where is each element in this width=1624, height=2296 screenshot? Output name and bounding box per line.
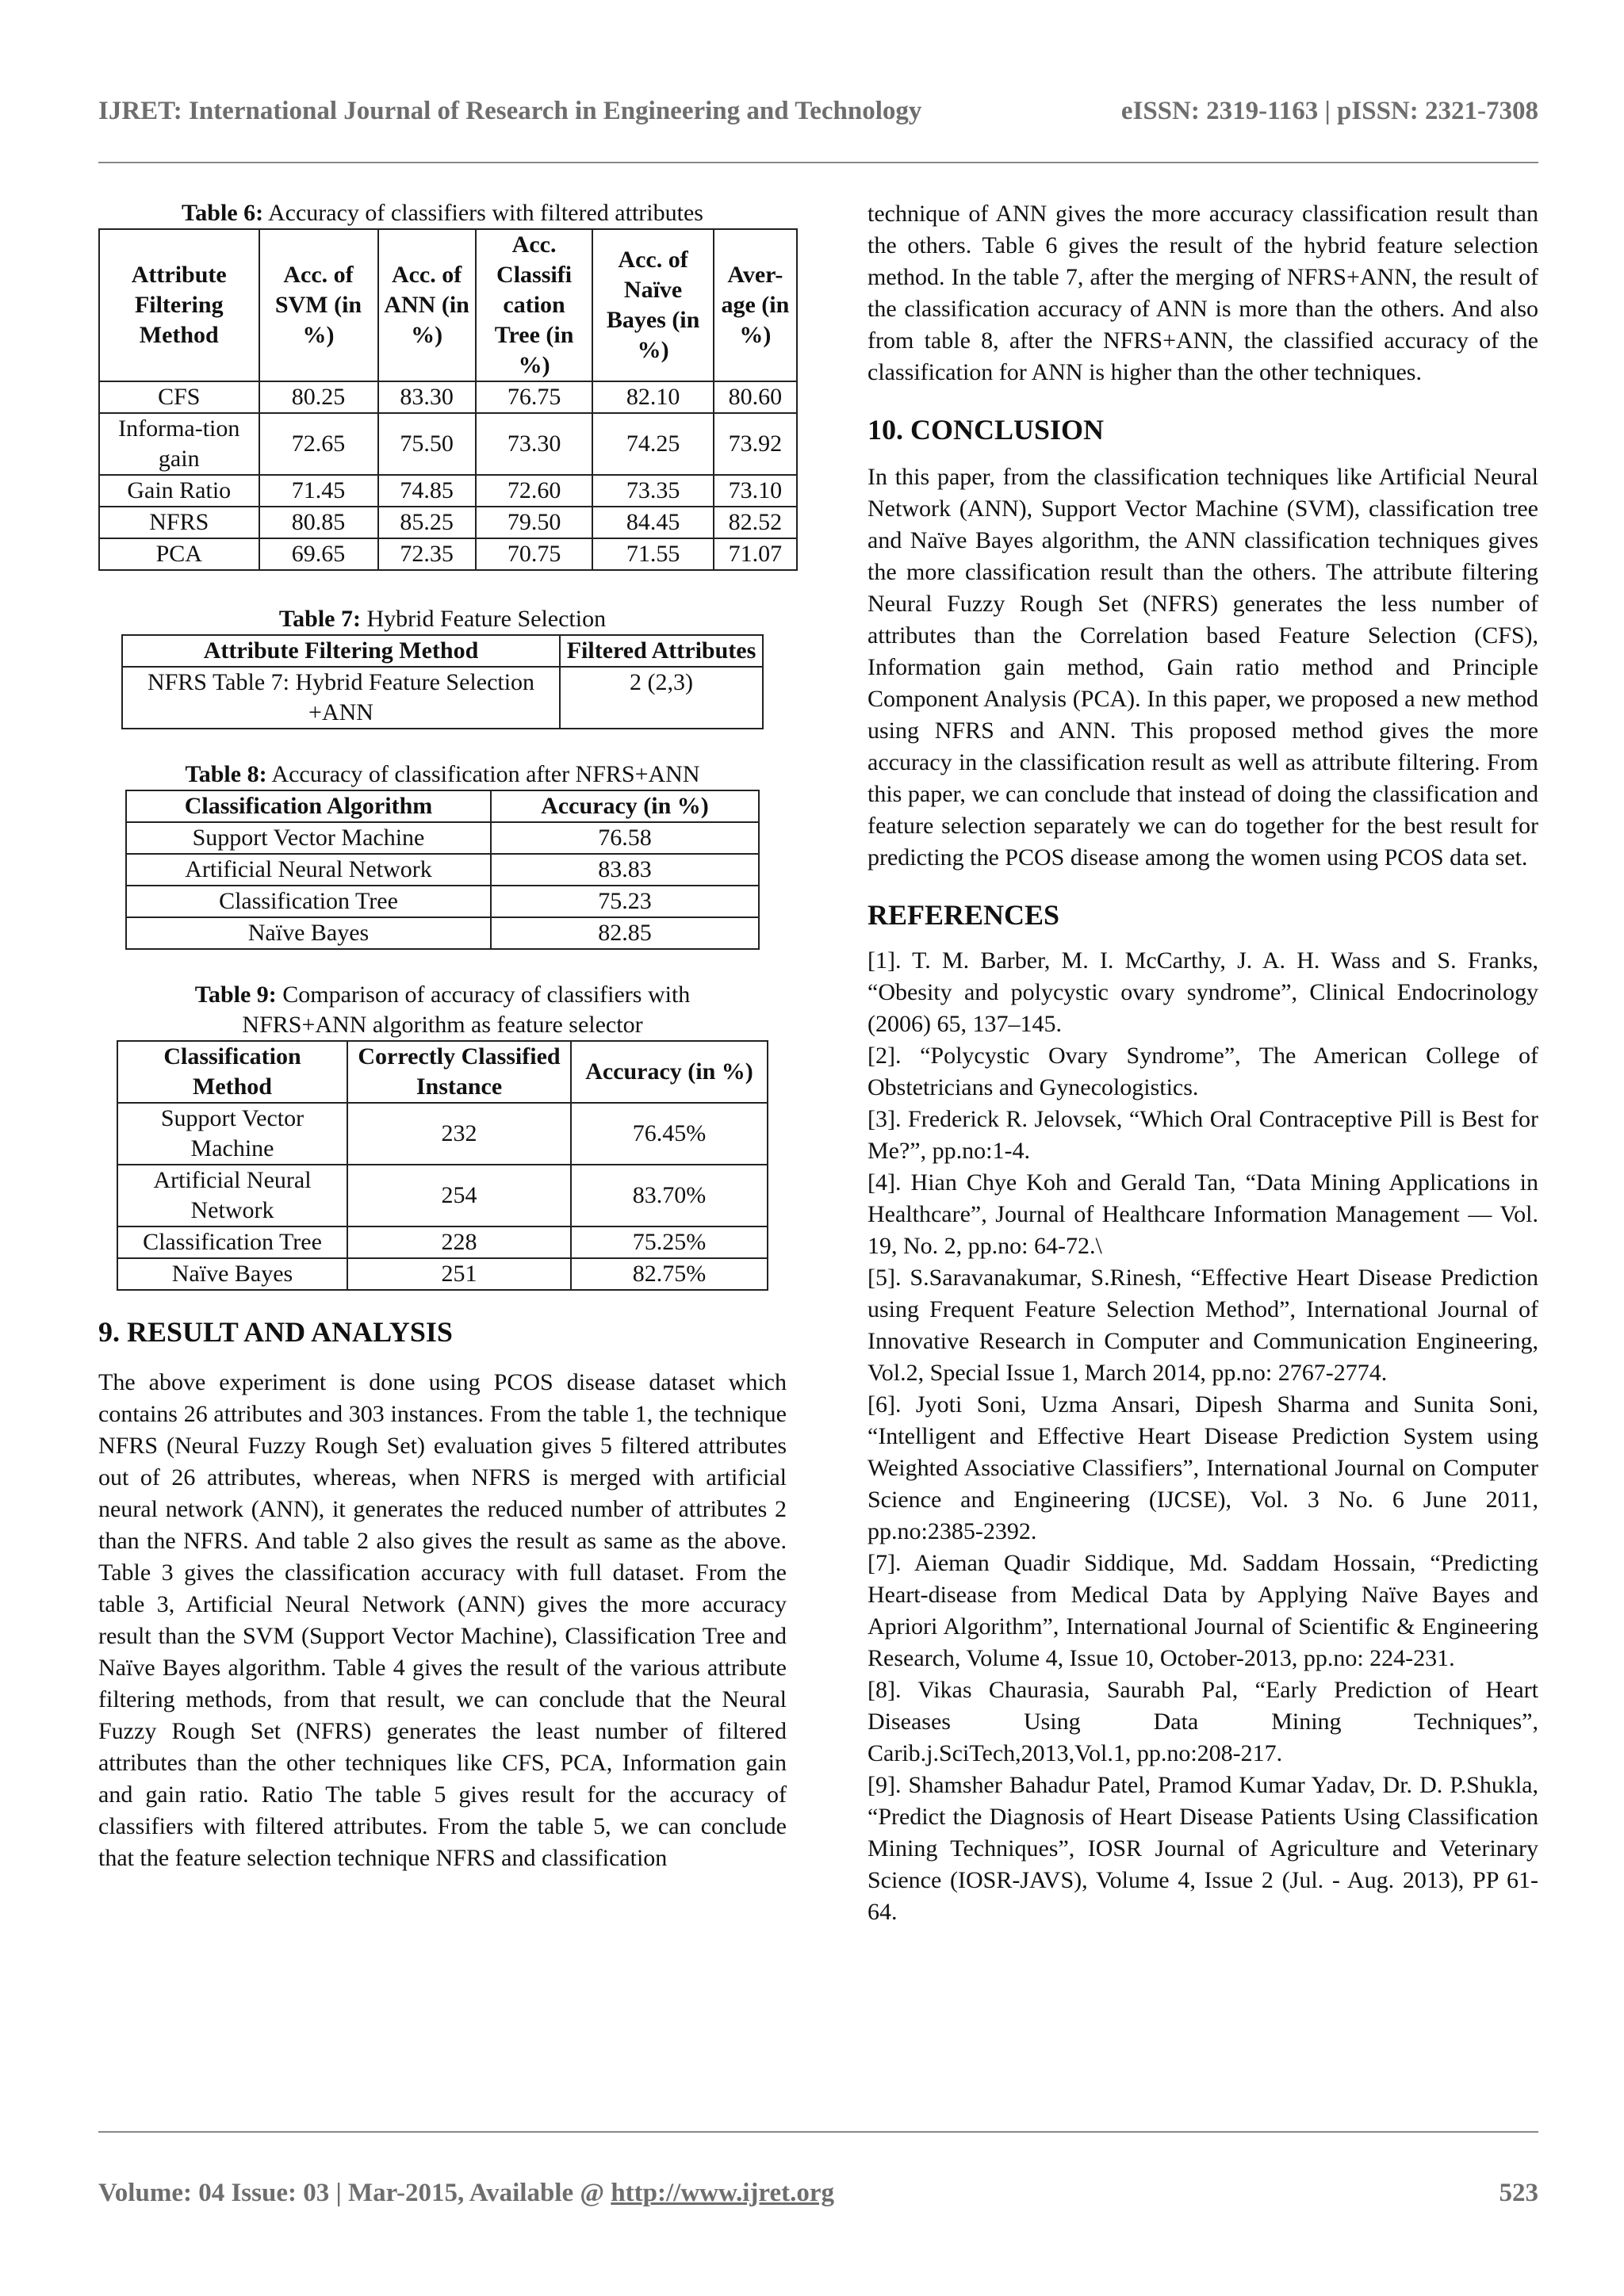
table-header-cell: Attribute Filtering Method [99,229,259,381]
table-cell: 74.25 [592,413,713,475]
table-cell: 70.75 [476,538,593,570]
table-row [126,822,759,854]
journal-title: IJRET: International Journal of Research in Engineering and Technology [98,97,922,125]
table-row [117,1165,768,1226]
table-cell: NFRS [99,507,259,538]
table-cell: 76.58 [491,822,759,854]
table-cell: Artificial Neural Network [117,1165,347,1226]
section-heading-result: 9. RESULT AND ANALYSIS [98,1316,453,1348]
table-cell: 80.25 [259,381,378,413]
table8-caption: Table 8: Accuracy of classification after NFRS+ANN [185,761,700,787]
table7-caption: Table 7: Hybrid Feature Selection [278,606,607,632]
table-cell: Classification Tree [126,886,491,917]
table-header-row [99,229,797,381]
result-paragraph-continued: technique of ANN gives the more accuracy classification result than the others. Table 6 gives the result of the hybrid feature selection method. In the table 7, after the merging of NFRS+ANN, the result of the classification accuracy of ANN is more than the others. And also from table 8, after the NFRS+ANN, the classified accuracy of the classification for ANN is higher than the other techniques. [868,201,1538,385]
table-cell: 75.50 [378,413,476,475]
issn-line: eISSN: 2319-1163 | pISSN: 2321-7308 [1120,97,1538,125]
table-cell: 75.23 [491,886,759,917]
table-cell: Artificial Neural Network [126,854,491,886]
table-header-cell: Filtered Attributes [560,635,763,667]
table-row [126,854,759,886]
table-header-cell: Correctly Classified Instance [347,1041,571,1103]
section-heading-conclusion: 10. CONCLUSION [868,414,1105,446]
table7 [121,634,764,729]
table-cell: 72.35 [378,538,476,570]
table-cell: CFS [99,381,259,413]
left-column [98,198,790,1874]
table-cell: 76.75 [476,381,593,413]
table-cell: 82.85 [491,917,759,949]
right-column [868,198,1538,1928]
table-cell: 85.25 [378,507,476,538]
table-row [117,1226,768,1258]
reference-item: [4]. Hian Chye Koh and Gerald Tan, “Data Mining Applications in Healthcare”, Journal of Healthcare Information Management — Vol. 19, No. 2, pp.no: 64-72.\ [868,1169,1538,1259]
table-cell: Naïve Bayes [117,1258,347,1290]
table-cell: 79.50 [476,507,593,538]
footer-rule [98,2131,1538,2133]
table-cell: NFRS Table 7: Hybrid Feature Selection +ANN [122,667,560,729]
table-header-cell: Accuracy (in %) [571,1041,768,1103]
table-cell: 69.65 [259,538,378,570]
table-cell: 75.25% [571,1226,768,1258]
table-cell: PCA [99,538,259,570]
table-header-cell: Classification Algorithm [126,790,491,822]
table-row [117,1103,768,1165]
header-rule [98,162,1538,163]
table-row [117,1258,768,1290]
table-header-row [126,790,759,822]
table-cell: Classification Tree [117,1226,347,1258]
table6 [98,228,798,571]
journal-link[interactable]: http://www.ijret.org [611,2179,834,2207]
table-row [99,381,797,413]
table-header-cell: Accuracy (in %) [491,790,759,822]
table-cell: 80.85 [259,507,378,538]
table-cell: 73.92 [714,413,797,475]
table-row [126,886,759,917]
table-header-cell: Classification Method [117,1041,347,1103]
table-header-cell: Acc. of ANN (in %) [378,229,476,381]
table-cell: 73.30 [476,413,593,475]
table-cell: 228 [347,1226,571,1258]
reference-item: [1]. T. M. Barber, M. I. McCarthy, J. A. H. Wass and S. Franks, “Obesity and polycystic ovary syndrome”, Clinical Endocrinology (2006) 65, 137–145. [868,947,1538,1037]
table-cell: 232 [347,1103,571,1165]
page-footer [98,2179,1538,2215]
page-header [98,97,1538,138]
table-header-row [117,1041,768,1103]
table8 [125,790,760,950]
table-row [99,413,797,475]
table-cell: 72.60 [476,475,593,507]
table-cell: 82.52 [714,507,797,538]
table-cell: 76.45% [571,1103,768,1165]
table-cell: Support Vector Machine [117,1103,347,1165]
table-cell: 254 [347,1165,571,1226]
references-heading: REFERENCES [868,899,1060,931]
table-cell: Naïve Bayes [126,917,491,949]
table-cell: 83.83 [491,854,759,886]
table-cell: 73.10 [714,475,797,507]
reference-item: [3]. Frederick R. Jelovsek, “Which Oral Contraceptive Pill is Best for Me?”, pp.no:1-4. [868,1106,1538,1164]
conclusion-paragraph: In this paper, from the classification techniques like Artificial Neural Network (ANN), Support Vector Machine (SVM), classification tree and Naïve Bayes algorithm, the ANN classification techniques gives the more classification result than the others. The attribute filtering Neural Fuzzy Rough Set (NFRS) generates the less number of attributes than the Correlation based Feature Selection (CFS), Information gain method, Gain ratio method and Principle Component Analysis (PCA). In this paper, we proposed a new method using NFRS and ANN. This proposed method gives the more accuracy in the classification result as well as attribute filtering. From this paper, we can conclude that instead of doing the classification and feature selection separately we can do together for the best result for predicting the PCOS disease among the women using PCOS data set. [868,464,1538,871]
page-number: 523 [1499,2179,1538,2207]
reference-item: [8]. Vikas Chaurasia, Saurabh Pal, “Early Prediction of Heart Diseases Using Data Mining Techniques”, Carib.j.SciTech,2013,Vol.1, pp.no:208-217. [868,1677,1538,1766]
table-header-cell: Attribute Filtering Method [122,635,560,667]
table-cell: 73.35 [592,475,713,507]
table-cell: 82.10 [592,381,713,413]
footer-volume: Volume: 04 Issue: 03 | Mar-2015, Available @ http://www.ijret.org [98,2179,834,2207]
table9-caption: Table 9: Comparison of accuracy of classifiers with NFRS+ANN algorithm as feature selector [194,982,691,1038]
table-cell: Gain Ratio [99,475,259,507]
table-header-cell: Aver-age (in %) [714,229,797,381]
table9 [117,1040,768,1291]
table-cell: 2 (2,3) [560,667,763,729]
table-row [99,538,797,570]
table-header-cell: Acc. of SVM (in %) [259,229,378,381]
table-cell: 83.70% [571,1165,768,1226]
table-cell: 71.07 [714,538,797,570]
reference-item: [7]. Aieman Quadir Siddique, Md. Saddam Hossain, “Predicting Heart-disease from Medical Data by Applying Naïve Bayes and Apriori Algorithm”, International Journal of Scientific & Engineering Research, Volume 4, Issue 10, October-2013, pp.no: 224-231. [868,1550,1538,1671]
table-row [122,667,763,729]
table-cell: 82.75% [571,1258,768,1290]
table-cell: Informa-tion gain [99,413,259,475]
table-cell: 251 [347,1258,571,1290]
table-header-row [122,635,763,667]
table-header-cell: Acc. Classifi cation Tree (in %) [476,229,593,381]
reference-item: [2]. “Polycystic Ovary Syndrome”, The American College of Obstetricians and Gynecologistics. [868,1043,1538,1100]
table-header-cell: Acc. of Naïve Bayes (in %) [592,229,713,381]
table-row [126,917,759,949]
table-cell: 71.55 [592,538,713,570]
result-paragraph: The above experiment is done using PCOS disease dataset which contains 26 attributes and 303 instances. From the table 1, the technique NFRS (Neural Fuzzy Rough Set) evaluation gives 5 filtered attributes out of 26 attributes, whereas, when NFRS is merged with artificial neural network (ANN), it generates the reduced number of attributes 2 than the NFRS. And table 2 also gives the result as same as the above. Table 3 gives the classification accuracy with full dataset. From the table 3, Artificial Neural Network (ANN) gives the more accuracy result than the SVM (Support Vector Machine), Classification Tree and Naïve Bayes algorithm. Table 4 gives the result of the various attribute filtering methods, from that result, we can conclude that the Neural Fuzzy Rough Set (NFRS) generates the least number of filtered attributes than the other techniques like CFS, PCA, Information gain and gain ratio. Ratio The table 5 gives result for the accuracy of classifiers with filtered attributes. From the table 5, we can conclude that the feature selection technique NFRS and classification [98,1369,787,1871]
table-row [99,507,797,538]
reference-item: [9]. Shamsher Bahadur Patel, Pramod Kumar Yadav, Dr. D. P.Shukla, “Predict the Diagnosis of Heart Disease Patients Using Classification Mining Techniques”, IOSR Journal of Agriculture and Veterinary Science (IOSR-JAVS), Volume 4, Issue 2 (Jul. - Aug. 2013), PP 61-64. [868,1772,1538,1925]
table-row [99,475,797,507]
table-cell: 74.85 [378,475,476,507]
table-cell: 83.30 [378,381,476,413]
table-cell: 84.45 [592,507,713,538]
table6-caption: Table 6: Accuracy of classifiers with filtered attributes [182,200,703,226]
table-cell: Support Vector Machine [126,822,491,854]
reference-item: [6]. Jyoti Soni, Uzma Ansari, Dipesh Sharma and Sunita Soni, “Intelligent and Effective Heart Disease Prediction System using Weighted Associative Classifiers”, International Journal on Computer Science and Engineering (IJCSE), Vol. 3 No. 6 June 2011, pp.no:2385-2392. [868,1391,1538,1544]
table-cell: 80.60 [714,381,797,413]
table-cell: 72.65 [259,413,378,475]
table-cell: 71.45 [259,475,378,507]
reference-item: [5]. S.Saravanakumar, S.Rinesh, “Effective Heart Disease Prediction using Frequent Feature Selection Method”, International Journal of Innovative Research in Computer and Communication Engineering, Vol.2, Special Issue 1, March 2014, pp.no: 2767-2774. [868,1265,1538,1386]
